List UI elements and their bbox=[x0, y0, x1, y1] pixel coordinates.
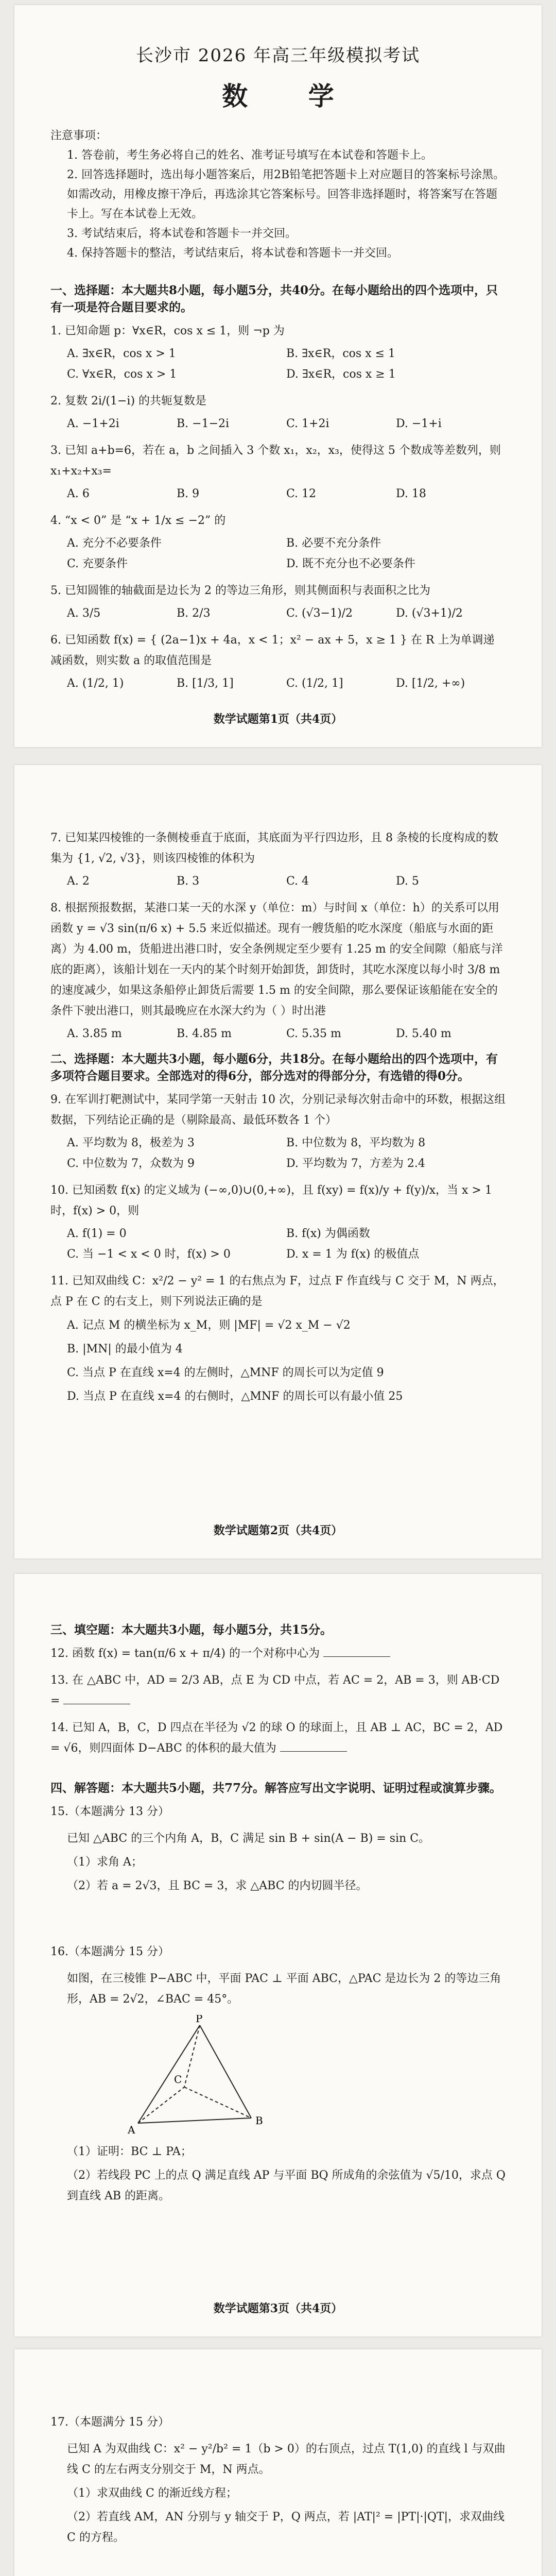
question-10-options bbox=[67, 1224, 506, 1265]
option: A. ∃x∈R，cos x > 1 bbox=[67, 347, 176, 360]
exam-page-2 bbox=[14, 765, 542, 1558]
option: A. (1/2, 1) bbox=[67, 677, 124, 690]
option: B. 9 bbox=[177, 487, 200, 500]
vertex-label: A bbox=[128, 2124, 135, 2136]
question-17: 已知 A 为双曲线 C：x² − y²/b² = 1（b > 0）的右顶点，过点 T(1,0) 的直线 l 与双曲线 C 的左右两支分别交于 M，N 两点。 bbox=[67, 2443, 506, 2476]
option: D. [1/2, +∞) bbox=[396, 677, 465, 690]
option: D. 18 bbox=[396, 487, 426, 500]
vertex-label: C bbox=[174, 2073, 182, 2086]
vertex-label: P bbox=[196, 2015, 203, 2025]
option: C. ∀x∈R，cos x > 1 bbox=[67, 368, 177, 381]
option: B. 必要不充分条件 bbox=[286, 537, 381, 550]
option: B. −1−2i bbox=[177, 417, 230, 430]
question-16-heading: 16.（本题满分 15 分） bbox=[50, 1945, 169, 1958]
option: C. 4 bbox=[286, 875, 309, 888]
option: D. 5.40 m bbox=[396, 1027, 451, 1040]
option: D. 既不充分也不必要条件 bbox=[286, 557, 415, 570]
option: B. |MN| 的最小值为 4 bbox=[67, 1343, 183, 1355]
question-15-part: （1）求角 A； bbox=[67, 1856, 143, 1869]
option: B. 2/3 bbox=[177, 607, 211, 620]
question-14 bbox=[50, 1718, 506, 1759]
question-16-part: （1）证明：BC ⊥ PA； bbox=[67, 2145, 192, 2158]
option: C. 12 bbox=[286, 487, 317, 500]
question-12 bbox=[50, 1643, 506, 1664]
answer-blank bbox=[280, 1751, 347, 1752]
exam-title: 长沙市 2026 年高三年级模拟考试 bbox=[135, 45, 421, 66]
question-5-options bbox=[67, 603, 506, 624]
question-16-part: （2）若线段 PC 上的点 Q 满足直线 AP 与平面 BQ 所成角的余弦值为 √5/10，求点 Q 到直线 AB 的距离。 bbox=[67, 2169, 506, 2202]
question-12-text: 12. 函数 f(x) = tan(π/6 x + π/4) 的一个对称中心为 bbox=[50, 1647, 320, 1660]
option: D. (√3+1)/2 bbox=[396, 607, 463, 620]
question-9: 9. 在军训打靶测试中，某同学第一天射击 10 次，分别记录每次射击命中的环数，根据这组数据，下列结论正确的是（剔除最高、最低环数各 1 个） bbox=[50, 1093, 506, 1127]
option: B. 中位数为 8，平均数为 8 bbox=[286, 1137, 426, 1149]
option: B. f(x) 为偶函数 bbox=[286, 1227, 370, 1240]
question-11: 11. 已知双曲线 C：x²/2 − y² = 1 的右焦点为 F，过点 F 作直线与 C 交于 M，N 两点，点 P 在 C 的右支上，则下列说法正确的是 bbox=[50, 1275, 505, 1308]
option: D. −1+i bbox=[396, 417, 442, 430]
question-7: 7. 已知某四棱锥的一条侧棱垂直于底面，其底面为平行四边形，且 8 条棱的长度构成的数集为 {1, √2, √3}，则该四棱锥的体积为 bbox=[50, 832, 498, 865]
section-heading: 一、选择题：本大题共8小题，每小题5分，共40分。在每小题给出的四个选项中，只有一项是符合题目要求的。 bbox=[50, 283, 498, 314]
question-2-options bbox=[67, 414, 506, 434]
question-17-part: （1）求双曲线 C 的渐近线方程； bbox=[67, 2487, 237, 2500]
exam-subject: 数 学 bbox=[222, 81, 360, 111]
page-footer: 数学试题第3页（共4页） bbox=[213, 2302, 343, 2315]
question-2: 2. 复数 2i/(1−i) 的共轭复数是 bbox=[50, 395, 207, 408]
question-3: 3. 已知 a+b=6，若在 a，b 之间插入 3 个数 x₁，x₂，x₃，使得这 5 个数成等差数列，则 x₁+x₂+x₃= bbox=[50, 444, 501, 478]
question-13-text: 13. 在 △ABC 中，AD = 2/3 AB，点 E 为 CD 中点，若 AC = 2，AB = 3，则 AB·CD = bbox=[50, 1674, 500, 1707]
section-heading: 二、选择题：本大题共3小题，每小题6分，共18分。在每小题给出的四个选项中，有多项符合题目要求。全部选对的得6分，部分选对的得部分分，有选错的得0分。 bbox=[50, 1052, 498, 1083]
question-1: 1. 已知命题 p：∀x∈R，cos x ≤ 1，则 ¬p 为 bbox=[50, 325, 285, 337]
option: C. 1+2i bbox=[286, 417, 329, 430]
question-4-options bbox=[67, 533, 506, 574]
option: A. 6 bbox=[67, 487, 90, 500]
question-6-options bbox=[67, 673, 506, 694]
question-4: 4. “x < 0” 是 “x + 1/x ≤ −2” 的 bbox=[50, 514, 226, 527]
question-1-options bbox=[67, 344, 506, 385]
option: A. 记点 M 的横坐标为 x_M，则 |MF| = √2 x_M − √2 bbox=[67, 1319, 351, 1332]
section-heading: 三、填空题：本大题共3小题，每小题5分，共15分。 bbox=[50, 1623, 333, 1637]
option: B. [1/3, 1] bbox=[177, 677, 234, 690]
option: B. ∃x∈R，cos x ≤ 1 bbox=[286, 347, 396, 360]
option: C. (1/2, 1] bbox=[286, 677, 343, 690]
question-8-options bbox=[67, 1024, 506, 1044]
question-14-text: 14. 已知 A，B，C，D 四点在半径为 √2 的球 O 的球面上，且 AB ⊥ AC，BC = 2，AD = √6，则四面体 D−ABC 的体积的最大值为 bbox=[50, 1721, 503, 1755]
answer-blank bbox=[323, 1656, 390, 1657]
option: C. 充要条件 bbox=[67, 557, 128, 570]
notice-item: 4. 保持答题卡的整洁，考试结束后，将本试卷和答题卡一并交回。 bbox=[67, 247, 398, 260]
question-8: 8. 根据预报数据，某港口某一天的水深 y（单位：m）与时间 x（单位：h）的关系可以用函数 y = √3 sin(π/6 x) + 5.5 来近似描述。现有一艘货船的吃水深度（船底与水面的距离）为 4.00 m，货船进出港口时，安全条例规定至少要有 1.25 m 的安全间隙（船底与洋底的距离），该船计划在一天内的某个时刻开始卸货，卸货时，其吃水深度以每小时 3/8 m 的速度减少，如果这条船停止卸货后需要 1.5 m 的安全间隙，那么要保证该船能在安全的条件下驶出港口，则其最晚应在水深大约为（ ）时出港 bbox=[50, 902, 503, 1018]
question-7-options bbox=[67, 871, 506, 892]
notice-item: 1. 答卷前，考生务必将自己的姓名、准考证号填写在本试卷和答题卡上。 bbox=[67, 149, 432, 162]
page-footer: 数学试题第2页（共4页） bbox=[213, 1524, 343, 1537]
option: B. 3 bbox=[177, 875, 200, 888]
option: C. (√3−1)/2 bbox=[286, 607, 353, 620]
question-16: 如图，在三棱锥 P−ABC 中，平面 PAC ⊥ 平面 ABC，△PAC 是边长为 2 的等边三角形，AB = 2√2，∠BAC = 45°。 bbox=[67, 1972, 501, 2006]
notice-item: 2. 回答选择题时，选出每小题答案后，用2B铅笔把答题卡上对应题目的答案标号涂黑。如需改动，用橡皮擦干净后，再选涂其它答案标号。回答非选择题时，将答案写在答题卡上。写在本试卷上无效。 bbox=[67, 168, 505, 221]
notice-item: 3. 考试结束后，将本试卷和答题卡一并交回。 bbox=[67, 227, 297, 240]
question-5: 5. 已知圆锥的轴截面是边长为 2 的等边三角形，则其侧面积与表面积之比为 bbox=[50, 584, 430, 597]
question-15-heading: 15.（本题满分 13 分） bbox=[50, 1805, 169, 1818]
vertex-label: B bbox=[255, 2114, 263, 2127]
question-6: 6. 已知函数 f(x) = { (2a−1)x + 4a，x < 1；x² − ax + 5，x ≥ 1 } 在 R 上为单调递减函数，则实数 a 的取值范围是 bbox=[50, 634, 495, 667]
option: B. 4.85 m bbox=[177, 1027, 232, 1040]
option: D. 平均数为 7，方差为 2.4 bbox=[286, 1157, 425, 1170]
question-13 bbox=[50, 1670, 506, 1711]
option: D. x = 1 为 f(x) 的极值点 bbox=[286, 1248, 420, 1261]
option: A. 3/5 bbox=[67, 607, 101, 620]
option: C. 5.35 m bbox=[286, 1027, 341, 1040]
option: A. 3.85 m bbox=[67, 1027, 122, 1040]
option: D. 当点 P 在直线 x=4 的右侧时，△MNF 的周长可以有最小值 25 bbox=[67, 1390, 403, 1403]
option: A. 2 bbox=[67, 875, 90, 888]
page-footer: 数学试题第1页（共4页） bbox=[213, 713, 343, 726]
question-17-heading: 17.（本题满分 15 分） bbox=[50, 2416, 169, 2429]
section-heading: 四、解答题：本大题共5小题，共77分。解答应写出文字说明、证明过程或演算步骤。 bbox=[50, 1781, 502, 1795]
tetrahedron-figure bbox=[123, 2015, 277, 2139]
option: C. 当 −1 < x < 0 时，f(x) > 0 bbox=[67, 1248, 231, 1261]
option: C. 当点 P 在直线 x=4 的左侧时，△MNF 的周长可以为定值 9 bbox=[67, 1366, 384, 1379]
option: C. 中位数为 7，众数为 9 bbox=[67, 1157, 195, 1170]
question-17-part: （2）若直线 AM，AN 分别与 y 轴交于 P，Q 两点，若 |AT|² = |PT|·|QT|，求双曲线 C 的方程。 bbox=[67, 2511, 505, 2544]
question-15-part: （2）若 a = 2√3，且 BC = 3，求 △ABC 的内切圆半径。 bbox=[67, 1879, 368, 1892]
option: A. −1+2i bbox=[67, 417, 119, 430]
option: A. 充分不必要条件 bbox=[67, 537, 162, 550]
option: D. ∃x∈R，cos x ≥ 1 bbox=[286, 368, 396, 381]
notice-heading: 注意事项： bbox=[50, 129, 108, 142]
option: A. f(1) = 0 bbox=[67, 1227, 127, 1240]
option: D. 5 bbox=[396, 875, 419, 888]
question-10: 10. 已知函数 f(x) 的定义域为 (−∞,0)∪(0,+∞)，且 f(xy) = f(x)/y + f(y)/x，当 x > 1 时，f(x) > 0，则 bbox=[50, 1184, 492, 1217]
question-15: 已知 △ABC 的三个内角 A，B，C 满足 sin B + sin(A − B) = sin C。 bbox=[67, 1832, 430, 1845]
exam-page-4 bbox=[14, 2349, 542, 2576]
question-3-options bbox=[67, 484, 506, 504]
question-9-options bbox=[67, 1133, 506, 1174]
exam-page-3 bbox=[14, 1574, 542, 2336]
option: A. 平均数为 8，极差为 3 bbox=[67, 1137, 195, 1149]
exam-page-1 bbox=[14, 5, 542, 747]
